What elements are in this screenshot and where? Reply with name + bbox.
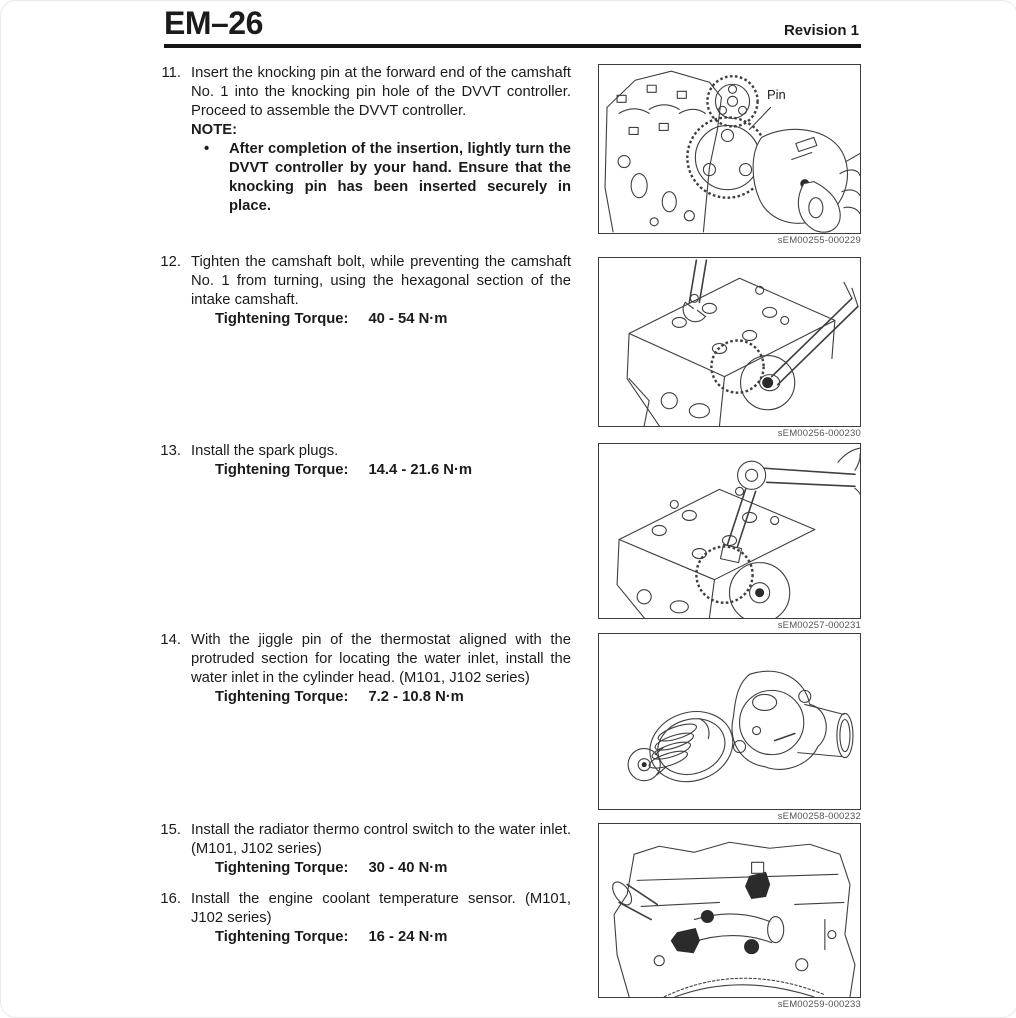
torque-line bbox=[191, 859, 571, 878]
spark-plug-illustration bbox=[599, 444, 860, 618]
figure-spark-plug bbox=[598, 443, 861, 631]
torque-value: 7.2 - 10.8 N·m bbox=[368, 688, 464, 705]
pin-callout: Pin bbox=[767, 87, 786, 102]
torque-label: Tightening Torque: bbox=[215, 310, 349, 327]
step-14 bbox=[153, 631, 571, 707]
step-12 bbox=[153, 253, 571, 329]
step-text: Install the radiator thermo control switch to the water inlet. (M101, J102 series) bbox=[191, 822, 571, 857]
figure-frame bbox=[598, 257, 861, 427]
step-number: 14. bbox=[160, 632, 181, 648]
figure-code: sEM00256-000230 bbox=[777, 428, 861, 439]
torque-value: 14.4 - 21.6 N·m bbox=[368, 461, 473, 478]
figure-code: sEM00257-000231 bbox=[777, 620, 861, 631]
note-item bbox=[191, 140, 571, 216]
step-text: Insert the knocking pin at the forward end of the camshaft No. 1 into the knocking pin hole of the DVVT controller. Proceed to assemble the DVVT controller. bbox=[191, 65, 571, 119]
page-code: EM–26 bbox=[164, 5, 263, 41]
torque-line bbox=[191, 688, 571, 707]
torque-value: 16 - 24 N·m bbox=[368, 928, 448, 945]
figure-frame bbox=[598, 64, 861, 234]
coolant-sensor-illustration bbox=[599, 824, 860, 997]
thermostat-illustration bbox=[599, 634, 860, 809]
step-number: 15. bbox=[160, 822, 181, 838]
figure-dvvt-install bbox=[598, 64, 861, 246]
step-text: Install the engine coolant temperature sensor. (M101, J102 series) bbox=[191, 891, 571, 926]
step-11 bbox=[153, 64, 571, 216]
note-text: After completion of the insertion, lightly turn the DVVT controller by your hand. Ensure that the knocking pin has been inserted securely in place. bbox=[229, 140, 571, 214]
figure-frame bbox=[598, 443, 861, 619]
torque-label: Tightening Torque: bbox=[215, 688, 349, 705]
step-text: With the jiggle pin of the thermostat aligned with the protruded section for locating the water inlet, install the water inlet in the cylinder head. (M101, J102 series) bbox=[191, 632, 571, 686]
torque-line bbox=[191, 310, 571, 329]
torque-line bbox=[191, 461, 571, 480]
step-number: 16. bbox=[160, 891, 181, 907]
step-text: Tighten the camshaft bolt, while preventing the camshaft No. 1 from turning, using the hexagonal section of the intake camshaft. bbox=[191, 254, 571, 308]
step-text: Install the spark plugs. bbox=[191, 443, 339, 459]
step-16 bbox=[153, 890, 571, 947]
header-rule bbox=[164, 44, 861, 48]
torque-label: Tightening Torque: bbox=[215, 928, 349, 945]
step-13 bbox=[153, 442, 571, 480]
torque-line bbox=[191, 928, 571, 947]
note-label: NOTE: bbox=[191, 121, 238, 138]
figure-coolant-sensors bbox=[598, 823, 861, 1010]
figure-camshaft-bolt bbox=[598, 257, 861, 439]
step-number: 11. bbox=[161, 65, 181, 81]
bullet-marker: • bbox=[204, 140, 210, 157]
step-number: 12. bbox=[160, 254, 181, 270]
figure-code: sEM00258-000232 bbox=[777, 811, 861, 822]
figure-code: sEM00259-000233 bbox=[777, 999, 861, 1010]
dvvt-install-illustration bbox=[599, 65, 860, 233]
figure-frame bbox=[598, 633, 861, 810]
torque-value: 40 - 54 N·m bbox=[368, 310, 448, 327]
revision-label: Revision 1 bbox=[783, 22, 859, 39]
step-15 bbox=[153, 821, 571, 878]
torque-label: Tightening Torque: bbox=[215, 461, 349, 478]
torque-value: 30 - 40 N·m bbox=[368, 859, 448, 876]
torque-label: Tightening Torque: bbox=[215, 859, 349, 876]
camshaft-bolt-illustration bbox=[599, 258, 860, 426]
figure-code: sEM00255-000229 bbox=[777, 235, 861, 246]
figure-frame bbox=[598, 823, 861, 998]
step-number: 13. bbox=[160, 443, 181, 459]
figure-thermostat bbox=[598, 633, 861, 822]
